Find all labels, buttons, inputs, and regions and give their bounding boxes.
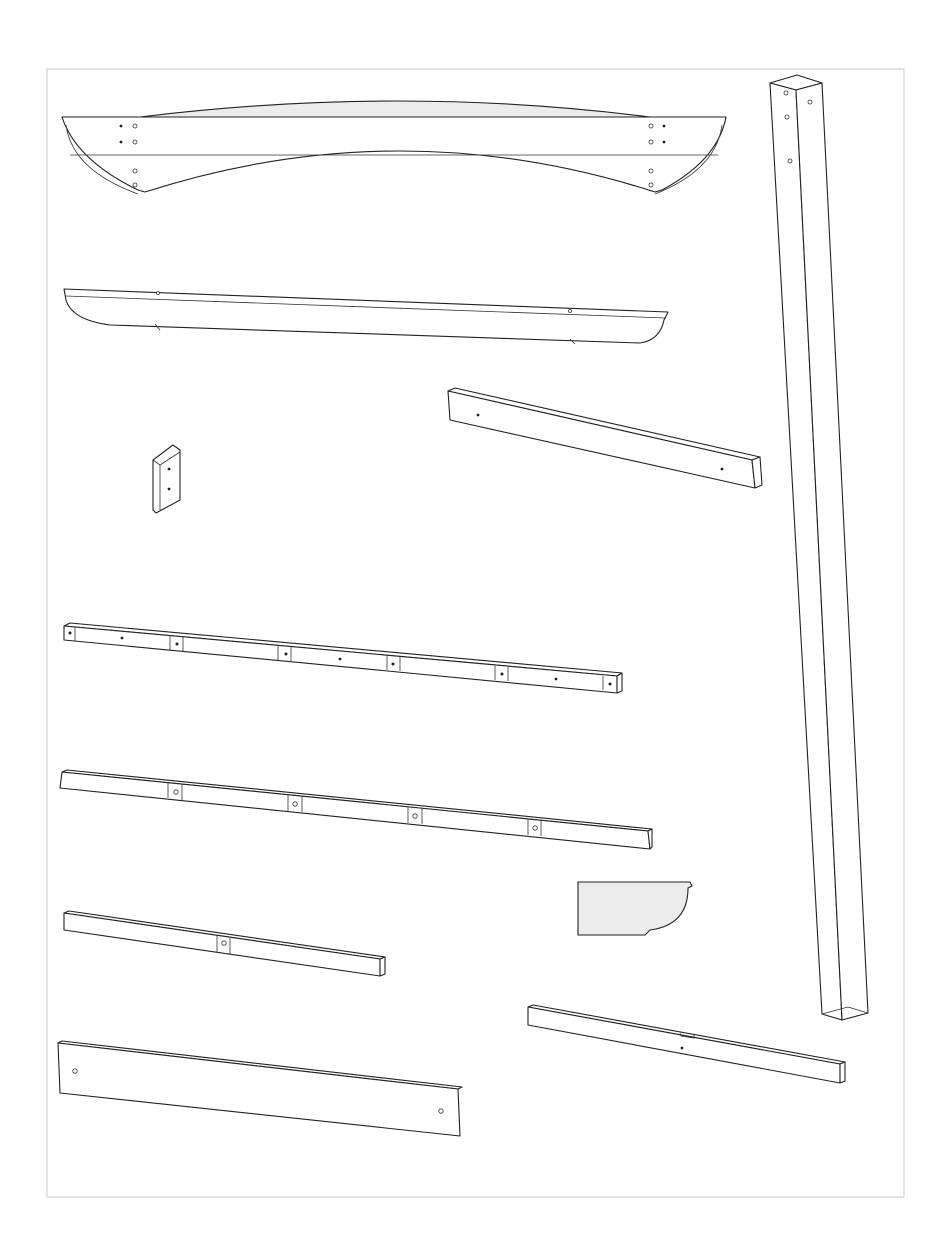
notched-rail-six-slots xyxy=(64,623,622,693)
lower-support-beam xyxy=(528,1005,845,1083)
tall-corner-post xyxy=(770,75,868,1020)
small-bracket-plate xyxy=(153,445,180,513)
notched-rail-four-slots xyxy=(60,770,652,849)
short-cross-beam xyxy=(448,388,762,488)
profile-cross-section xyxy=(578,882,692,935)
long-slat-board xyxy=(58,1041,462,1136)
arched-header-beam xyxy=(62,101,726,194)
notched-rail-one-slot xyxy=(64,911,385,976)
curved-cap-rail xyxy=(64,289,668,344)
